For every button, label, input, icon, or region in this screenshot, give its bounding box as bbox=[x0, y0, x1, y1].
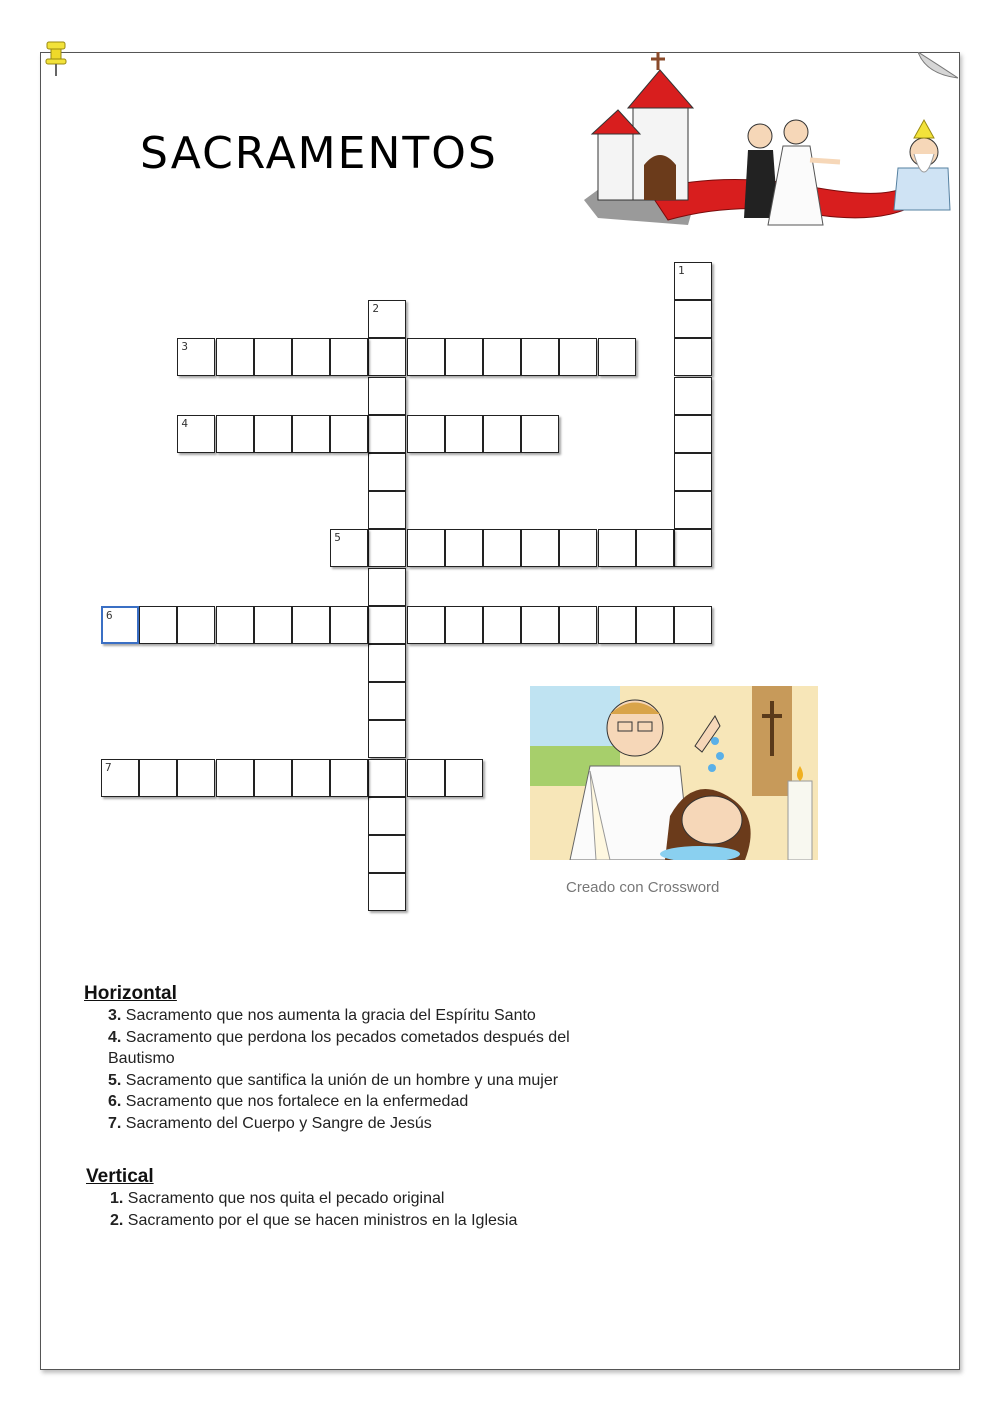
crossword-cell[interactable] bbox=[674, 262, 712, 300]
crossword-cell[interactable] bbox=[407, 606, 445, 644]
crossword-cell[interactable] bbox=[292, 606, 330, 644]
crossword-cell[interactable] bbox=[636, 606, 674, 644]
crossword-cell[interactable] bbox=[368, 644, 406, 682]
crossword-cell[interactable] bbox=[445, 759, 483, 797]
crossword-cell[interactable] bbox=[674, 529, 712, 567]
crossword-cell[interactable] bbox=[216, 415, 254, 453]
crossword-cell[interactable] bbox=[559, 606, 597, 644]
church-wedding-illustration bbox=[578, 50, 960, 240]
crossword-cell[interactable] bbox=[292, 759, 330, 797]
crossword-cell[interactable] bbox=[674, 491, 712, 529]
crossword-cell[interactable] bbox=[559, 529, 597, 567]
cell-number: 6 bbox=[106, 608, 113, 622]
crossword-cell[interactable] bbox=[139, 759, 177, 797]
crossword-cell[interactable] bbox=[368, 759, 406, 797]
crossword-cell[interactable] bbox=[216, 338, 254, 376]
crossword-cell[interactable] bbox=[674, 415, 712, 453]
crossword-cell[interactable] bbox=[101, 606, 139, 644]
crossword-cell[interactable] bbox=[254, 606, 292, 644]
crossword-cell[interactable] bbox=[368, 797, 406, 835]
horizontal-heading: Horizontal bbox=[84, 983, 177, 1004]
pushpin-icon bbox=[44, 40, 68, 78]
cell-number: 7 bbox=[105, 760, 112, 774]
crossword-cell[interactable] bbox=[368, 377, 406, 415]
crossword-cell[interactable] bbox=[177, 606, 215, 644]
crossword-cell[interactable] bbox=[254, 338, 292, 376]
crossword-cell[interactable] bbox=[330, 606, 368, 644]
crossword-cell[interactable] bbox=[407, 529, 445, 567]
clue-item-continuation: Bautismo bbox=[108, 1050, 175, 1067]
cell-number: 2 bbox=[372, 302, 380, 316]
crossword-cell[interactable] bbox=[483, 338, 521, 376]
crossword-cell[interactable] bbox=[674, 300, 712, 338]
crossword-cell[interactable] bbox=[292, 338, 330, 376]
crossword-cell[interactable] bbox=[368, 720, 406, 758]
crossword-cell[interactable] bbox=[598, 606, 636, 644]
crossword-cell[interactable] bbox=[254, 415, 292, 453]
crossword-cell[interactable] bbox=[330, 338, 368, 376]
crossword-cell[interactable] bbox=[330, 759, 368, 797]
crossword-cell[interactable] bbox=[177, 338, 215, 376]
crossword-cell[interactable] bbox=[368, 606, 406, 644]
crossword-cell[interactable] bbox=[445, 606, 483, 644]
clue-item: 5. Sacramento que santifica la unión de un hombre y una mujer bbox=[108, 1071, 559, 1089]
horizontal-clues bbox=[84, 983, 668, 1134]
clue-item: 1. Sacramento que nos quita el pecado original bbox=[110, 1190, 445, 1207]
clue-item: 3. Sacramento que nos aumenta la gracia del Espíritu Santo bbox=[108, 1007, 536, 1024]
cell-number: 3 bbox=[181, 340, 189, 354]
crossword-cell[interactable] bbox=[445, 338, 483, 376]
crossword-cell[interactable] bbox=[407, 415, 445, 453]
crossword-cell[interactable] bbox=[216, 606, 254, 644]
crossword-cell[interactable] bbox=[521, 606, 559, 644]
crossword-cell[interactable] bbox=[368, 415, 406, 453]
crossword-cell[interactable] bbox=[292, 415, 330, 453]
cell-number: 5 bbox=[334, 531, 341, 545]
crossword-cell[interactable] bbox=[177, 759, 215, 797]
credit-text: Creado con Crossword bbox=[566, 879, 720, 896]
crossword-cell[interactable] bbox=[636, 529, 674, 567]
crossword-cell[interactable] bbox=[139, 606, 177, 644]
crossword-cell[interactable] bbox=[368, 835, 406, 873]
crossword-cell[interactable] bbox=[368, 529, 406, 567]
page-title: SACRAMENTOS bbox=[140, 128, 498, 179]
clue-item: 2. Sacramento por el que se hacen ministros en la Iglesia bbox=[110, 1211, 518, 1229]
clue-item: 6. Sacramento que nos fortalece en la enfermedad bbox=[108, 1093, 469, 1110]
crossword-cell[interactable] bbox=[254, 759, 292, 797]
crossword-cell[interactable] bbox=[483, 606, 521, 644]
crossword-cell[interactable] bbox=[598, 338, 636, 376]
vertical-heading: Vertical bbox=[86, 1166, 154, 1187]
crossword-cell[interactable] bbox=[216, 759, 254, 797]
crossword-cell[interactable] bbox=[674, 338, 712, 376]
crossword-cell[interactable] bbox=[368, 338, 406, 376]
baptism-illustration bbox=[530, 686, 818, 860]
crossword-cell[interactable] bbox=[368, 491, 406, 529]
crossword-cell[interactable] bbox=[368, 873, 406, 911]
crossword-cell[interactable] bbox=[445, 415, 483, 453]
crossword-cell[interactable] bbox=[445, 529, 483, 567]
crossword-cell[interactable] bbox=[483, 415, 521, 453]
crossword-cell[interactable] bbox=[521, 338, 559, 376]
crossword-cell[interactable] bbox=[101, 759, 139, 797]
crossword-cell[interactable] bbox=[559, 338, 597, 376]
crossword-cell[interactable] bbox=[368, 453, 406, 491]
crossword-cell[interactable] bbox=[674, 453, 712, 491]
crossword-cell[interactable] bbox=[483, 529, 521, 567]
crossword-cell[interactable] bbox=[368, 568, 406, 606]
cell-number: 1 bbox=[678, 264, 685, 277]
crossword-cell[interactable] bbox=[368, 300, 406, 338]
crossword-cell[interactable] bbox=[330, 415, 368, 453]
clue-item: 4. Sacramento que perdona los pecados cometados después del bbox=[108, 1028, 570, 1046]
crossword-cell[interactable] bbox=[330, 529, 368, 567]
crossword-cell[interactable] bbox=[521, 415, 559, 453]
crossword-cell[interactable] bbox=[407, 338, 445, 376]
crossword-cell[interactable] bbox=[368, 682, 406, 720]
crossword-cell[interactable] bbox=[521, 529, 559, 567]
crossword-cell[interactable] bbox=[674, 606, 712, 644]
cell-number: 4 bbox=[181, 416, 189, 430]
crossword-cell[interactable] bbox=[407, 759, 445, 797]
vertical-clues bbox=[86, 1166, 670, 1231]
clue-item: 7. Sacramento del Cuerpo y Sangre de Jesús bbox=[108, 1114, 432, 1132]
crossword-cell[interactable] bbox=[177, 415, 215, 453]
crossword-cell[interactable] bbox=[598, 529, 636, 567]
crossword-cell[interactable] bbox=[674, 377, 712, 415]
